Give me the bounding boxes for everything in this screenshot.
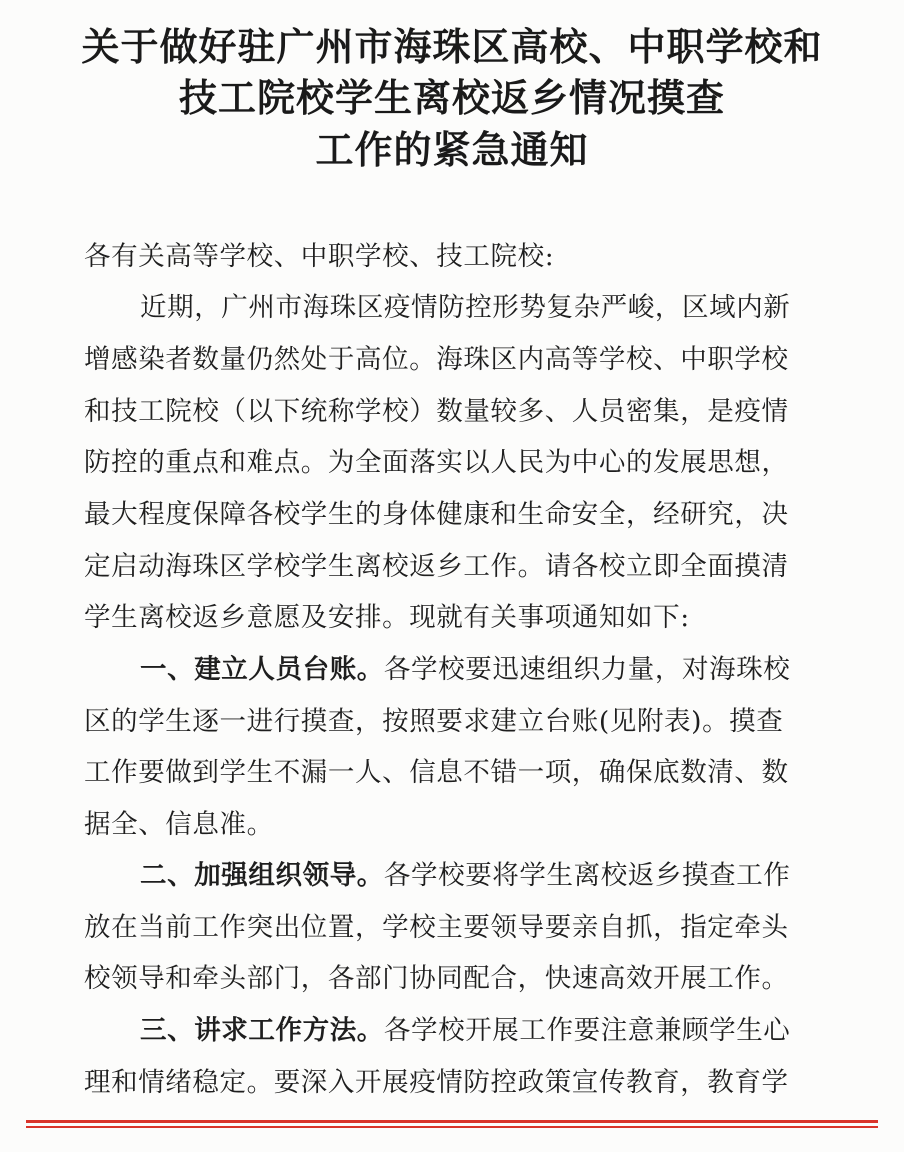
footer-red-rule-thin <box>26 1126 878 1128</box>
section-3-first-line <box>140 1014 790 1048</box>
intro-line: 最大程度保障各校学生的身体健康和生命安全，经研究，决 <box>84 499 789 530</box>
document-title-line-3: 工作的紧急通知 <box>315 127 589 172</box>
salutation: 各有关高等学校、中职学校、技工院校: <box>84 241 555 272</box>
section-1-line: 据全、信息准。 <box>84 809 274 840</box>
intro-line: 近期，广州市海珠区疫情防控形势复杂严峻，区域内新 <box>140 292 791 323</box>
intro-line: 和技工院校（以下统称学校）数量较多、人员密集，是疫情 <box>84 396 789 427</box>
intro-line: 增感染者数量仍然处于高位。海珠区内高等学校、中职学校 <box>84 344 789 375</box>
section-2-line: 校领导和牵头部门，各部门协同配合，快速高效开展工作。 <box>84 963 789 994</box>
section-1-line: 区的学生逐一进行摸查，按照要求建立台账(见附表)。摸查 <box>84 706 784 737</box>
section-3-text: 各学校开展工作要注意兼顾学生心 <box>383 1015 791 1046</box>
document-title-line-1: 关于做好驻广州市海珠区高校、中职学校和 <box>81 24 823 69</box>
footer-red-rule-thick <box>26 1120 878 1123</box>
document-title-line-2: 技工院校学生离校返乡情况摸查 <box>178 75 725 120</box>
section-1-text: 各学校要迅速组织力量，对海珠校 <box>383 654 791 685</box>
intro-line: 定启动海珠区学校学生离校返乡工作。请各校立即全面摸清 <box>84 551 789 582</box>
intro-line: 防控的重点和难点。为全面落实以人民为中心的发展思想， <box>84 447 789 478</box>
section-1-line: 工作要做到学生不漏一人、信息不错一项，确保底数清、数 <box>84 757 789 788</box>
section-1-first-line <box>140 653 790 687</box>
intro-line: 学生离校返乡意愿及安排。现就有关事项通知如下: <box>84 602 690 633</box>
section-2-line: 放在当前工作突出位置，学校主要领导要亲自抓，指定牵头 <box>84 912 789 943</box>
section-1-heading: 一、建立人员台账。 <box>140 654 384 685</box>
section-3-heading: 三、讲求工作方法。 <box>140 1015 384 1046</box>
section-2-heading: 二、加强组织领导。 <box>140 860 384 891</box>
section-3-line: 理和情绪稳定。要深入开展疫情防控政策宣传教育，教育学 <box>84 1067 789 1098</box>
section-2-text: 各学校要将学生离校返乡摸查工作 <box>383 860 791 891</box>
section-2-first-line <box>140 859 790 893</box>
